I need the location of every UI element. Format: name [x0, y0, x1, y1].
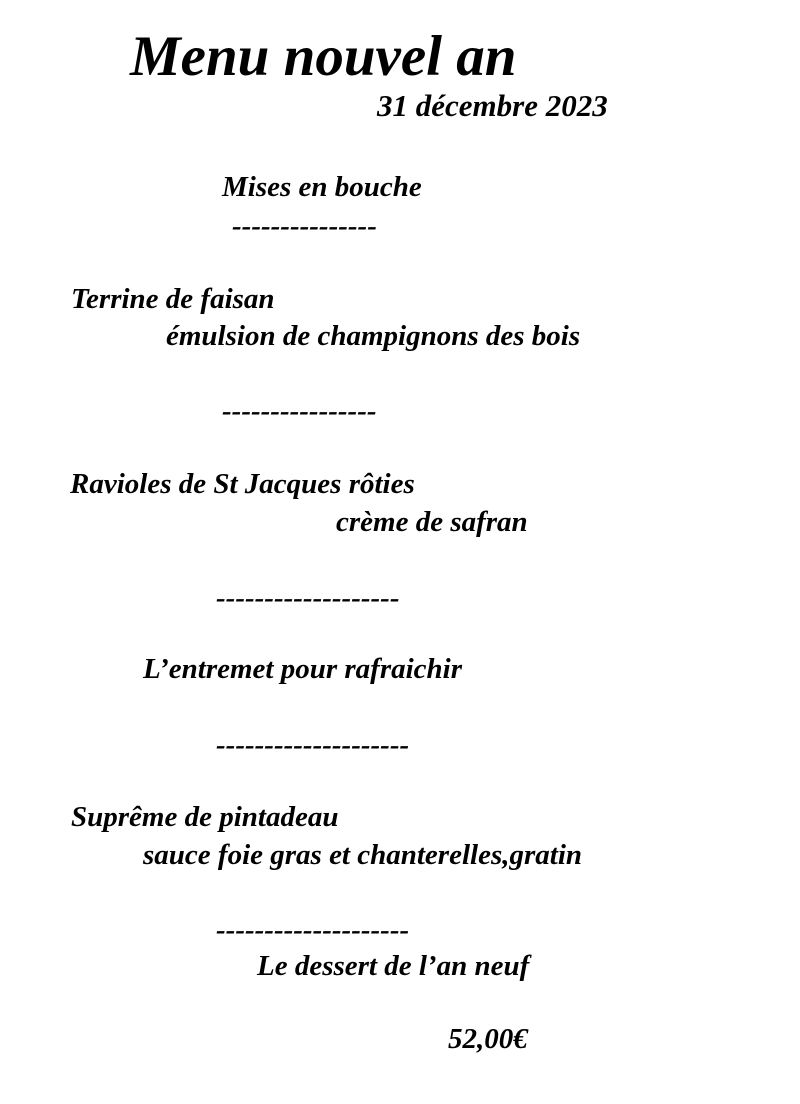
amuse-bouche: Mises en bouche — [222, 171, 422, 203]
separator-5: -------------------- — [216, 914, 410, 946]
price: 52,00€ — [448, 1023, 528, 1055]
course-2-detail: crème de safran — [336, 506, 528, 538]
dessert: Le dessert de l’an neuf — [257, 950, 530, 982]
separator-1: --------------- — [232, 210, 377, 242]
separator-2: ---------------- — [222, 395, 377, 427]
menu-title: Menu nouvel an — [130, 25, 517, 88]
course-2-name: Ravioles de St Jacques rôties — [70, 468, 415, 500]
course-1-detail: émulsion de champignons des bois — [166, 320, 581, 352]
separator-3: ------------------- — [216, 582, 400, 614]
entremet: L’entremet pour rafraichir — [143, 653, 463, 685]
course-3-name: Suprême de pintadeau — [71, 801, 339, 833]
separator-4: -------------------- — [216, 729, 410, 761]
course-3-detail: sauce foie gras et chanterelles,gratin — [143, 839, 583, 871]
menu-date: 31 décembre 2023 — [377, 88, 608, 123]
course-1-name: Terrine de faisan — [71, 283, 275, 315]
